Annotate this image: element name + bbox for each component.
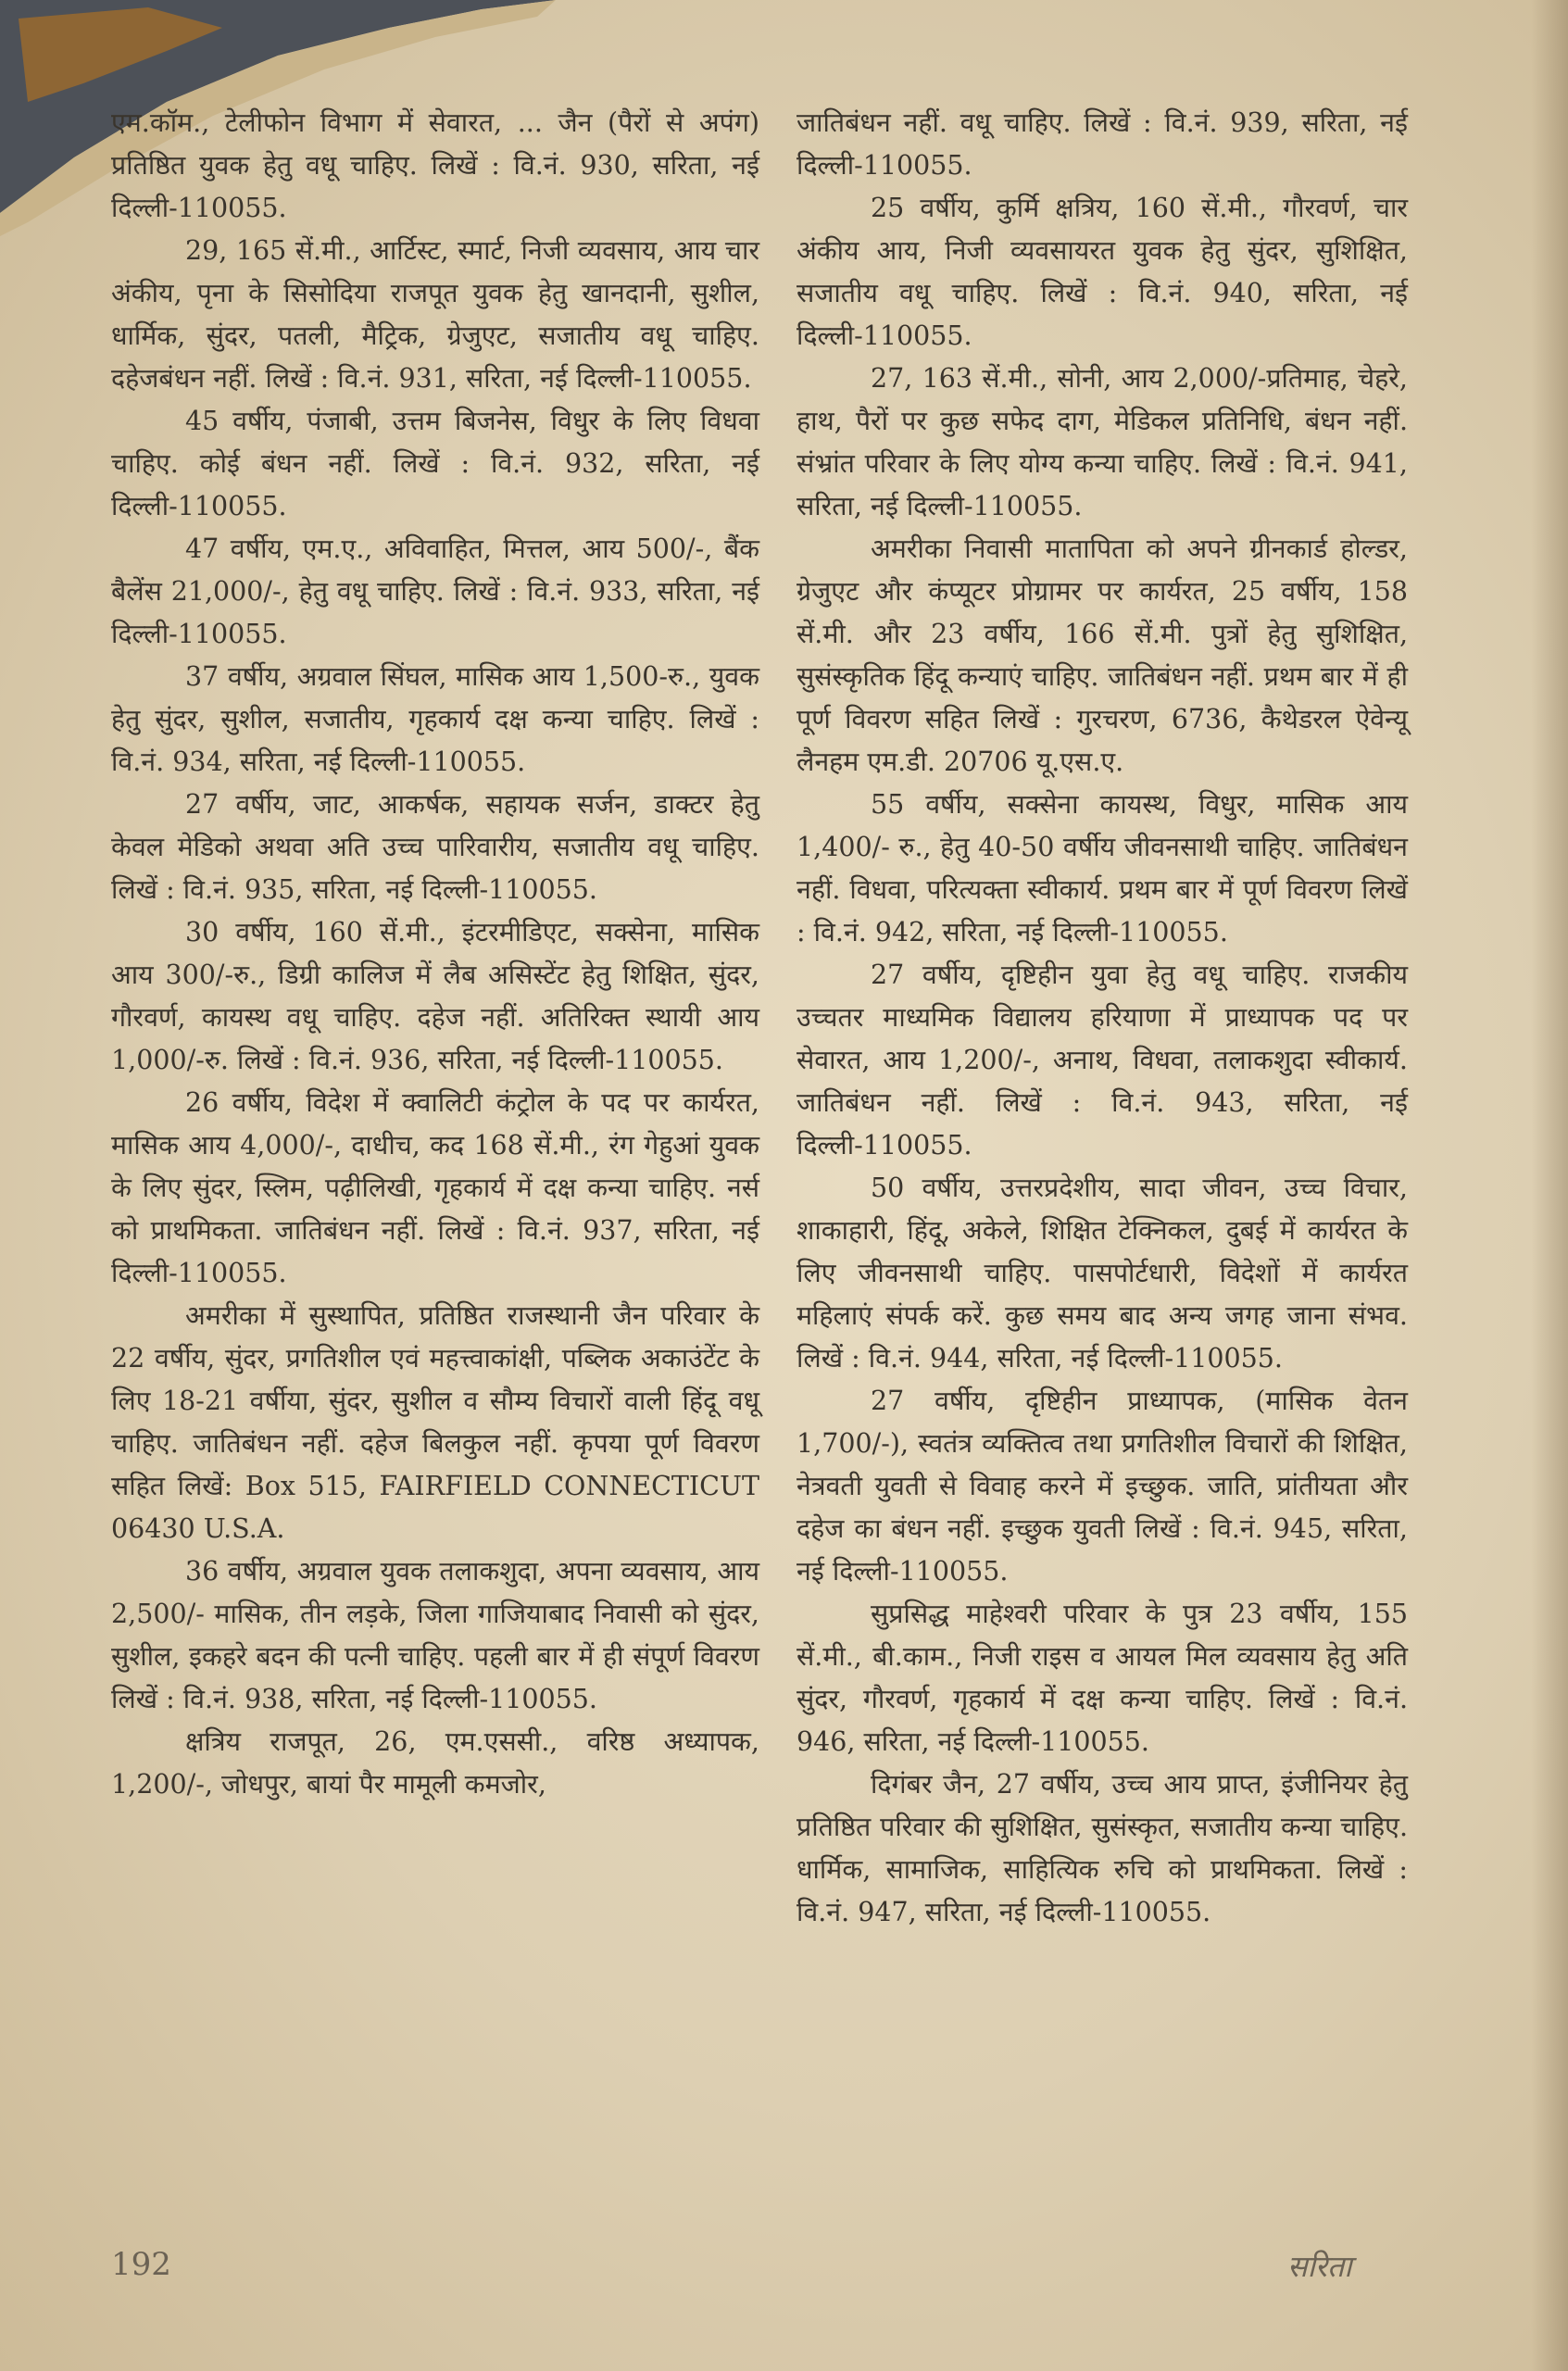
classified-ad: 25 वर्षीय, कुर्मि क्षत्रिय, 160 सें.मी., गौरवर्ण, चार अंकीय आय, निजी व्यवसायरत युवक हेतु सुंदर, सुशिक्षित, सजातीय वधू चाहिए. लिखें : वि.नं. 940, सरिता, नई दिल्ली-110055. (797, 193, 1408, 351)
classified-ad: 27 वर्षीय, दृष्टिहीन प्राध्यापक, (मासिक वेतन 1,700/-), स्वतंत्र व्यक्तित्व तथा प्रगतिशील विचारों की शिक्षित, नेत्रवती युवती से विवाह करने में इच्छुक. जाति, प्रांतीयता और दहेज का बंधन नहीं. इच्छुक युवती लिखें : वि.नं. 945, सरिता, नई दिल्ली-110055. (797, 1386, 1408, 1587)
left-column (111, 102, 759, 1806)
classified-ad: 27 वर्षीय, जाट, आकर्षक, सहायक सर्जन, डाक्टर हेतु केवल मेडिको अथवा अति उच्च पारिवारीय, सजातीय वधू चाहिए. लिखें : वि.नं. 935, सरिता, नई दिल्ली-110055. (111, 789, 759, 905)
classified-ad: एम.कॉम., टेलीफोन विभाग में सेवारत, ... जैन (पैरों से अपंग) प्रतिष्ठित युवक हेतु वधू चाहिए. लिखें : वि.नं. 930, सरिता, नई दिल्ली-110055. (111, 107, 759, 223)
classified-ad: अमरीका में सुस्थापित, प्रतिष्ठित राजस्थानी जैन परिवार के 22 वर्षीय, सुंदर, प्रगतिशील एवं महत्त्वाकांक्षी, पब्लिक अकाउंटेंट के लिए 18-21 वर्षीया, सुंदर, सुशील व सौम्य विचारों वाली हिंदू वधू चाहिए. जातिबंधन नहीं. दहेज बिलकुल नहीं. कृपया पूर्ण विवरण सहित लिखें: Box 515, FAIRFIELD CONNECTICUT 06430 U.S.A. (111, 1300, 759, 1544)
classified-ad: 36 वर्षीय, अग्रवाल युवक तलाकशुदा, अपना व्यवसाय, आय 2,500/- मासिक, तीन लड़के, जिला गाजियाबाद निवासी को सुंदर, सुशील, इकहरे बदन की पत्नी चाहिए. पहली बार में ही संपूर्ण विवरण लिखें : वि.नं. 938, सरिता, नई दिल्ली-110055. (111, 1556, 759, 1714)
page-edge-shadow (1531, 0, 1568, 2371)
classified-ad: 27 वर्षीय, दृष्टिहीन युवा हेतु वधू चाहिए. राजकीय उच्चतर माध्यमिक विद्यालय हरियाणा में प्राध्यापक पद पर सेवारत, आय 1,200/-, अनाथ, विधवा, तलाकशुदा स्वीकार्य. जातिबंधन नहीं. लिखें : वि.नं. 943, सरिता, नई दिल्ली-110055. (797, 960, 1408, 1160)
classified-ad: 50 वर्षीय, उत्तरप्रदेशीय, सादा जीवन, उच्च विचार, शाकाहारी, हिंदू, अकेले, शिक्षित टेक्निकल, दुबई में कार्यरत के लिए जीवनसाथी चाहिए. पासपोर्टधारी, विदेशों में कार्यरत महिलाएं संपर्क करें. कुछ समय बाद अन्य जगह जाना संभव. लिखें : वि.नं. 944, सरिता, नई दिल्ली-110055. (797, 1173, 1408, 1374)
classified-ad: 27, 163 सें.मी., सोनी, आय 2,000/-प्रतिमाह, चेहरे, हाथ, पैरों पर कुछ सफेद दाग, मेडिकल प्रतिनिधि, बंधन नहीं. संभ्रांत परिवार के लिए योग्य कन्या चाहिए. लिखें : वि.नं. 941, सरिता, नई दिल्ली-110055. (797, 363, 1408, 521)
right-column (797, 102, 1408, 1934)
classified-ad: 26 वर्षीय, विदेश में क्वालिटी कंट्रोल के पद पर कार्यरत, मासिक आय 4,000/-, दाधीच, कद 168 सें.मी., रंग गेहुआं युवक के लिए सुंदर, स्लिम, पढ़ीलिखी, गृहकार्य में दक्ष कन्या चाहिए. नर्स को प्राथमिकता. जातिबंधन नहीं. लिखें : वि.नं. 937, सरिता, नई दिल्ली-110055. (111, 1087, 759, 1288)
classified-ad: सुप्रसिद्ध माहेश्वरी परिवार के पुत्र 23 वर्षीय, 155 सें.मी., बी.काम., निजी राइस व आयल मिल व्यवसाय हेतु अति सुंदर, गौरवर्ण, गृहकार्य में दक्ष कन्या चाहिए. लिखें : वि.नं. 946, सरिता, नई दिल्ली-110055. (797, 1599, 1408, 1757)
classified-ad: जातिबंधन नहीं. वधू चाहिए. लिखें : वि.नं. 939, सरिता, नई दिल्ली-110055. (797, 107, 1408, 181)
classified-ad: क्षत्रिय राजपूत, 26, एम.एससी., वरिष्ठ अध्यापक, 1,200/-, जोधपुर, बायां पैर मामूली कमजोर, (111, 1726, 759, 1800)
classified-ad: 45 वर्षीय, पंजाबी, उत्तम बिजनेस, विधुर के लिए विधवा चाहिए. कोई बंधन नहीं. लिखें : वि.नं. 932, सरिता, नई दिल्ली-110055. (111, 406, 759, 521)
classified-ad: 37 वर्षीय, अग्रवाल सिंघल, मासिक आय 1,500-रु., युवक हेतु सुंदर, सुशील, सजातीय, गृहकार्य दक्ष कन्या चाहिए. लिखें : वि.नं. 934, सरिता, नई दिल्ली-110055. (111, 661, 759, 777)
classified-ad: अमरीका निवासी मातापिता को अपने ग्रीनकार्ड होल्डर, ग्रेजुएट और कंप्यूटर प्रोग्रामर पर कार्यरत, 25 वर्षीय, 158 सें.मी. और 23 वर्षीय, 166 सें.मी. पुत्रों हेतु सुशिक्षित, सुसंस्कृतिक हिंदू कन्याएं चाहिए. जातिबंधन नहीं. प्रथम बार में ही पूर्ण विवरण सहित लिखें : गुरचरण, 6736, कैथेडरल ऐवेन्यू लैनहम एम.डी. 20706 यू.एस.ए. (797, 533, 1408, 777)
classified-ad: दिगंबर जैन, 27 वर्षीय, उच्च आय प्राप्त, इंजीनियर हेतु प्रतिष्ठित परिवार की सुशिक्षित, सुसंस्कृत, सजातीय कन्या चाहिए. धार्मिक, सामाजिक, साहित्यिक रुचि को प्राथमिकता. लिखें : वि.नं. 947, सरिता, नई दिल्ली-110055. (797, 1769, 1408, 1927)
classified-ad: 47 वर्षीय, एम.ए., अविवाहित, मित्तल, आय 500/-, बैंक बैलेंस 21,000/-, हेतु वधू चाहिए. लिखें : वि.नं. 933, सरिता, नई दिल्ली-110055. (111, 533, 759, 649)
magazine-name: सरिता (1287, 2249, 1352, 2284)
page-number: 192 (111, 2246, 171, 2283)
classified-ad: 30 वर्षीय, 160 सें.मी., इंटरमीडिएट, सक्सेना, मासिक आय 300/-रु., डिग्री कालिज में लैब असिस्टेंट हेतु शिक्षित, सुंदर, गौरवर्ण, कायस्थ वधू चाहिए. दहेज नहीं. अतिरिक्त स्थायी आय 1,000/-रु. लिखें : वि.नं. 936, सरिता, नई दिल्ली-110055. (111, 917, 759, 1075)
classified-ad: 29, 165 सें.मी., आर्टिस्ट, स्मार्ट, निजी व्यवसाय, आय चार अंकीय, पृना के सिसोदिया राजपूत युवक हेतु खानदानी, सुशील, धार्मिक, सुंदर, पतली, मैट्रिक, ग्रेजुएट, सजातीय वधू चाहिए. दहेजबंधन नहीं. लिखें : वि.नं. 931, सरिता, नई दिल्ली-110055. (111, 235, 759, 394)
classified-ad: 55 वर्षीय, सक्सेना कायस्थ, विधुर, मासिक आय 1,400/- रु., हेतु 40-50 वर्षीय जीवनसाथी चाहिए. जातिबंधन नहीं. विधवा, परित्यक्ता स्वीकार्य. प्रथम बार में पूर्ण विवरण लिखें : वि.नं. 942, सरिता, नई दिल्ली-110055. (797, 789, 1408, 947)
